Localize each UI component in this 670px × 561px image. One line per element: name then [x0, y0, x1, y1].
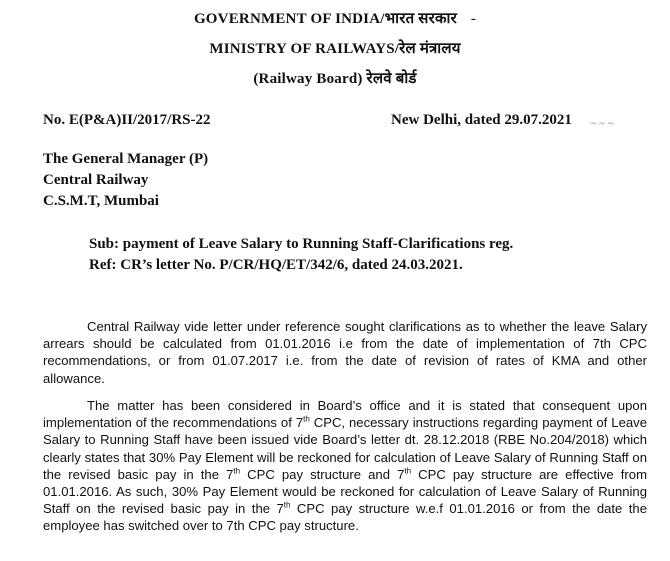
letter-place-date: New Delhi, dated 29.07.2021 — [391, 112, 572, 128]
header-government — [0, 8, 670, 28]
superscript-th: th — [233, 466, 241, 476]
reference-line: Ref: CR’s letter No. P/CR/HQ/ET/342/6, dated 24.03.2021. — [89, 257, 463, 273]
addressee-line-2: Central Railway — [43, 172, 149, 188]
para2-part-a: The matter has been considered in Board’s office and it is stated that consequent upon implementation of the recommendations of 7 — [43, 398, 647, 431]
superscript-th: th — [404, 466, 412, 476]
body-paragraph-2 — [43, 397, 647, 535]
addressee-line-3: C.S.M.T, Mumbai — [43, 193, 159, 209]
para2-part-d: CPC pay structure are effective from 01.01.2016. As such, 30% Pay Element would be reckoned for calculation of Leave Salary of Running Staff on the revised basic pay in the 7 — [43, 466, 647, 517]
header-railway-board: (Railway Board) रेलवे बोर्ड — [253, 71, 417, 87]
superscript-th: th — [303, 414, 310, 424]
para2-part-e: CPC pay structure w.e.f 01.01.2016 or from the date the employee has switched over to 7th CPC pay structure. — [43, 501, 647, 534]
body-paragraph-1: Central Railway vide letter under reference sought clarifications as to whether the leave Salary arrears should be calculated from 01.01.2016 i.e from the date of implementation of 7th CPC recommendations, or from 01.07.2017 i.e. from the date of revision of rates of KMA and other allowance. — [43, 319, 647, 386]
header-ministry: MINISTRY OF RAILWAYS/रेल मंत्रालय — [209, 41, 461, 57]
para2-part-b: CPC, necessary instructions regarding payment of Leave Salary to Running Staff have been issued vide Board’s letter dt. 28.12.2018 (RBE No.204/2018) which clearly states that 30% Pay Element will be reckoned for calculation of Leave Salary of Running Staff on the revised basic pay in the 7 — [43, 415, 647, 482]
subject-line: Sub: payment of Leave Salary to Running Staff-Clarifications reg. — [89, 236, 514, 252]
signature-scribble: ~ ~ ~ — [588, 118, 615, 130]
header-mark: - — [470, 11, 477, 27]
para2-part-c: CPC pay structure and 7 — [240, 466, 405, 482]
addressee-line-1: The General Manager (P) — [43, 151, 209, 167]
superscript-th: th — [283, 500, 291, 510]
letter-number: No. E(P&A)II/2017/RS-22 — [43, 112, 211, 128]
header-government-text: GOVERNMENT OF INDIA/भारत सरकार — [193, 11, 457, 27]
